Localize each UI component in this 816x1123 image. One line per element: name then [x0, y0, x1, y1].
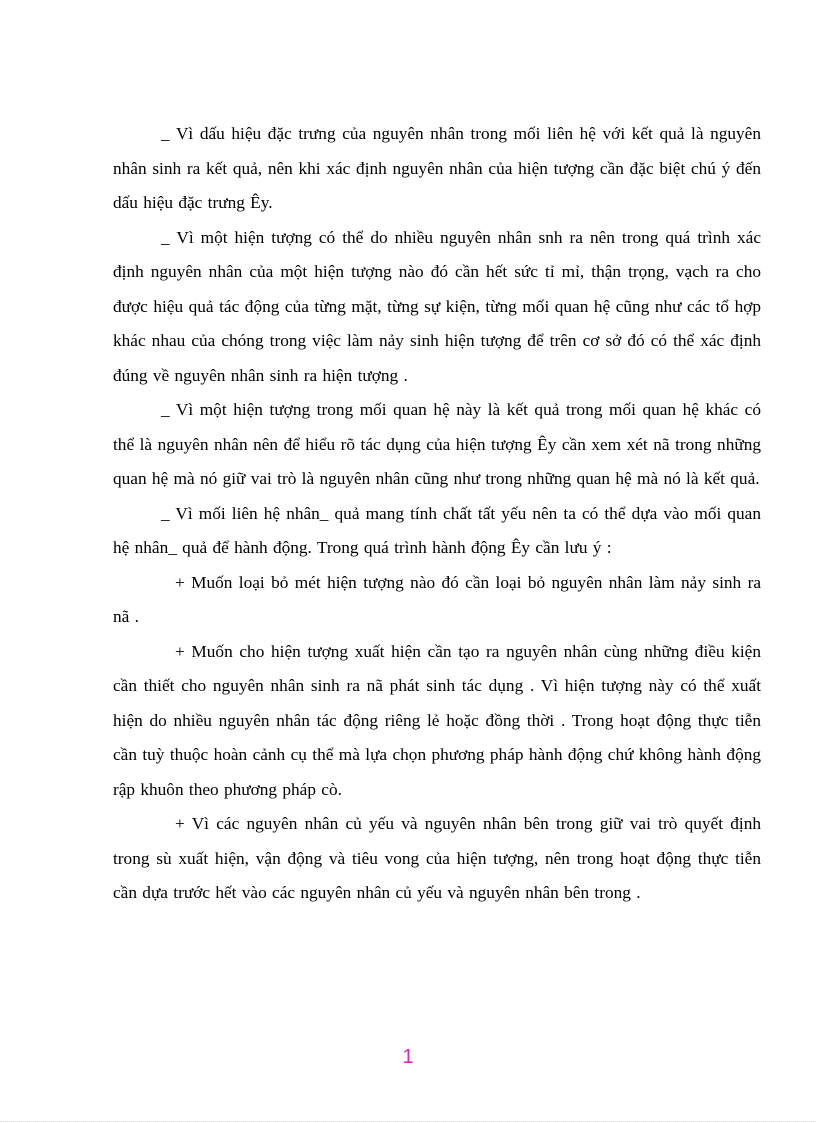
page-bottom-border — [0, 1121, 816, 1122]
document-body — [113, 117, 761, 911]
paragraph-6: + Muốn cho hiện tượng xuất hiện cần tạo ra nguyên nhân cùng những điều kiện cần thiết cho nguyên nhân sinh ra nã phát sinh tác dụng . Vì hiện tượng này có thể xuất hiện do nhiều nguyên nhân tác động riêng lẻ hoặc đồng thời . Trong hoạt động thực tiễn cần tuỳ thuộc hoàn cảnh cụ thể mà lựa chọn phương pháp hành động chứ không hành động rập khuôn theo phương pháp cò. — [113, 641, 761, 799]
paragraph-7: + Vì các nguyên nhân củ yếu và nguyên nhân bên trong giữ vai trò quyết định trong sù xuất hiện, vận động và tiêu vong của hiện tượng, nên trong hoạt động thực tiễn cần dựa trước hết vào các nguyên nhân củ yếu và nguyên nhân bên trong . — [113, 814, 761, 902]
paragraph-4: _ Vì mối liên hệ nhân_ quả mang tính chất tất yếu nên ta có thể dựa vào mối quan hệ nhân_ quả để hành động. Trong quá trình hành động Êy cần lưu ý : — [113, 503, 761, 557]
page-number: 1 — [402, 1046, 414, 1068]
paragraph-1: _ Vì dấu hiệu đặc trưng của nguyên nhân trong mối liên hệ với kết quả là nguyên nhân sinh ra kết quả, nên khi xác định nguyên nhân của hiện tượng cần đặc biệt chú ý đến dấu hiệu đặc trưng Êy. — [113, 124, 761, 212]
paragraph-5: + Muốn loại bỏ mét hiện tượng nào đó cần loại bỏ nguyên nhân làm nảy sinh ra nã . — [113, 572, 761, 626]
paragraph-3: _ Vì một hiện tượng trong mối quan hệ này là kết quả trong mối quan hệ khác có thể là nguyên nhân nên để hiểu rõ tác dụng của hiện tượng Êy cần xem xét nã trong những quan hệ mà nó giữ vai trò là nguyên nhân cũng như trong những quan hệ mà nó là kết quả. — [113, 400, 761, 488]
paragraph-2: _ Vì một hiện tượng có thể do nhiều nguyên nhân snh ra nên trong quá trình xác định nguyên nhân của một hiện tượng nào đó cần hết sức tỉ mỉ, thận trọng, vạch ra cho được hiệu quả tác động của từng mặt, từng sự kiện, từng mối quan hệ cũng như các tổ hợp khác nhau của chóng trong việc làm nảy sinh hiện tượng để trên cơ sở đó có thể xác định đúng về nguyên nhân sinh ra hiện tượng . — [113, 227, 761, 385]
